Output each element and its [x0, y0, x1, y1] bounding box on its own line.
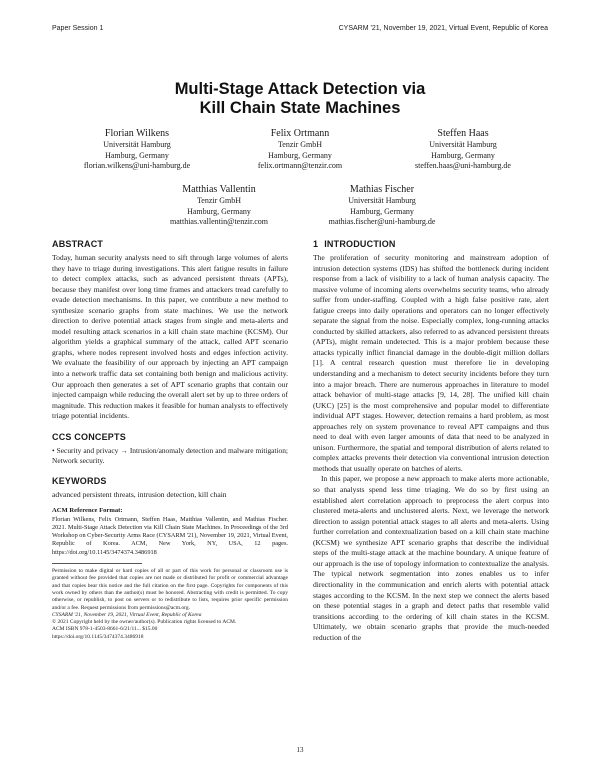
- author-email: mathias.fischer@uni-hamburg.de: [328, 217, 436, 227]
- permission-notice: Permission to make digital or hard copies of all or part of this work for personal or classroom use is granted without fee provided that copies are not made or distributed for profit or commercial advantage and that copies bear this notice and the full citation on the first page. Copyrights for components of this work owned by others than the author(s) must be honored. Abstracting with credit is permitted. To copy otherwise, or republish, to post on servers or to redistribute to lists, requires prior specific permission and/or a fee. Request permissions from permissions@acm.org.: [52, 568, 288, 611]
- title-line-2: Kill Chain State Machines: [199, 99, 401, 117]
- author-name: Steffen Haas: [437, 128, 489, 139]
- section-number: 1: [313, 239, 319, 249]
- author-name: Felix Ortmann: [270, 128, 330, 139]
- author-name: Florian Wilkens: [104, 128, 170, 139]
- left-column: [52, 238, 288, 641]
- author-location: Hamburg, Germany: [187, 206, 251, 216]
- author-affiliation: Universität Hamburg: [103, 140, 171, 149]
- copyright-venue: CYSARM '21, November 19, 2021, Virtual Event, Republic of Korea: [52, 611, 202, 618]
- author-email: steffen.haas@uni-hamburg.de: [415, 161, 511, 171]
- author-email: felix.ortmann@tenzir.com: [257, 161, 343, 171]
- author-name: Mathias Fischer: [349, 184, 415, 195]
- acm-reference-heading: ACM Reference Format:: [52, 507, 123, 515]
- author-location: Hamburg, Germany: [105, 150, 169, 160]
- acm-reference-text: Florian Wilkens, Felix Ortmann, Steffen Haas, Matthias Vallentin, and Mathias Fischer. 2021. Multi-Stage Attack Detection via Kill Chain State Machines. In Proceedings of the 3rd Workshop on Cyber-Security Arms Race (CYSARM '21), November 19, 2021, Virtual Event, Republic of Korea. ACM, New York, NY, USA, 12 pages. https://doi.org/10.1145/3474374.3486918: [52, 515, 288, 556]
- author-name: Matthias Vallentin: [182, 184, 256, 195]
- abstract-heading: ABSTRACT: [52, 239, 104, 249]
- footnote-divider: [52, 563, 142, 564]
- introduction-heading: [313, 238, 549, 250]
- author-block: [134, 183, 304, 228]
- page-number: 13: [296, 746, 304, 754]
- author-location: Hamburg, Germany: [431, 150, 495, 160]
- right-column: [313, 238, 549, 643]
- author-location: Hamburg, Germany: [268, 150, 332, 160]
- author-block: [297, 183, 467, 228]
- introduction-paragraph-2: In this paper, we propose a new approach to make alerts more actionable, so that analysts spend less time triaging. We do so by first using an established alert correlation approach to preprocess the alert corpus into clustered meta-alerts and unclustered alerts. Next, we leverage the network direction to assign potential attack stages to all alerts and meta-alerts. Using further correlation and contextualization based on a kill chain state machine (KCSM) we synthesize APT scenario graphs that describe the individual steps of the multi-stage attack at the machine boundary. A unique feature of our approach is the use of topology information to contextualize the analysis. The typical network segmentation into zones enables us to infer directionality in the communication and enrich alerts with potential attack stages according to the KCSM. In the next step we connect the alerts based on these potential stages in a graph and detect paths that resemble valid transitions according to the ordering of kill chain states in the KCSM. Ultimately, we obtain scenario graphs that provide the much-needed reduction of the: [313, 474, 549, 642]
- section-title: INTRODUCTION: [324, 239, 396, 249]
- author-block: [378, 127, 548, 172]
- ccs-text: • Security and privacy → Intrusion/anomaly detection and malware mitigation; Network security.: [52, 445, 288, 465]
- title-line-1: Multi-Stage Attack Detection via: [174, 80, 426, 98]
- keywords-text: advanced persistent threats, intrusion detection, kill chain: [52, 489, 227, 499]
- author-location: Hamburg, Germany: [350, 206, 414, 216]
- abstract-text: Today, human security analysts need to sift through large volumes of alerts they have to triage during investigations. This alert fatigue results in failure to detect complex attacks, such as advanced persistent threats (APTs), because they manifest over long time frames and attackers tread carefully to evade detection mechanisms. In this paper, we contribute a new method to synthesize scenario graphs from state machines. We use the network direction to derive potential attack stages from single and meta-alerts and model resulting attack scenarios in a kill chain state machine (KCSM). Our algorithm yields a graphical summary of the attack, called APT scenario graphs, where nodes represent involved hosts and edges infection activity. We evaluate the feasibility of our approach by injecting an APT campaign into a network traffic data set containing both benign and malicious activity. Our approach then generates a set of APT scenario graphs that contain our injected campaign while reducing the overall alert set by up to three orders of magnitude. This reduction makes it feasible for human analysts to effectively triage potential incidents.: [52, 253, 288, 421]
- running-header-left: Paper Session 1: [52, 25, 104, 32]
- ccs-heading: CCS CONCEPTS: [52, 431, 126, 442]
- author-email: florian.wilkens@uni-hamburg.de: [83, 161, 191, 171]
- copyright-rights: © 2021 Copyright held by the owner/author(s). Publication rights licensed to ACM.: [52, 619, 237, 626]
- copyright-doi: https://doi.org/10.1145/3474374.3486918: [52, 633, 144, 640]
- author-block: [215, 127, 385, 172]
- author-affiliation: Tenzir GmbH: [196, 196, 242, 205]
- author-email: matthias.vallentin@tenzir.com: [169, 217, 268, 227]
- author-affiliation: Universität Hamburg: [348, 196, 416, 205]
- author-affiliation: Universität Hamburg: [429, 140, 497, 149]
- running-header-right: CYSARM '21, November 19, 2021, Virtual Event, Republic of Korea: [338, 25, 548, 32]
- author-affiliation: Tenzir GmbH: [277, 140, 323, 149]
- keywords-heading: KEYWORDS: [52, 475, 107, 486]
- introduction-paragraph-1: The proliferation of security monitoring and mainstream adoption of intrusion detection systems (IDS) has shifted the bottleneck during incident response from a lack of visibility to a lack of human analysis capacity. The massive volume of incoming alerts overwhelms security teams, who already suffer from under-staffing. Coupled with a high false positive rate, alert fatigue creeps into daily operations and operators can no longer effectively separate the signal from the noise. Especially complex, long-running attacks conducted by skilled attackers, also referred to as advanced persistent threats (APTs), might remain undetected. This is a major problem because these attacks typically inflict financial damage in the double-digit million dollars [1]. A central research question must therefore lie in developing understanding and a mechanism to detect security incidents before they turn into a major breach. There are numerous approaches in literature to model attack behavior of multi-stage attacks [9, 14, 28]. The unified kill chain (UKC) [25] is the most comprehensive and popular model to differentiate individual APT stages. However, detection remains a hard problem, as most approaches rely on system provenance to reveal APT campaigns and thus need to deal with even larger amounts of data that need to be analyzed in unison. Furthermore, the spatial and temporal distribution of alerts related to complex attacks prevents their detection via conventional intrusion detection methods that usually operate on batches of alerts.: [313, 253, 549, 473]
- author-block: [52, 127, 222, 172]
- paper-title: [0, 80, 600, 118]
- copyright-isbn: ACM ISBN 978-1-4503-8661-6/21/11... $15.00: [52, 626, 158, 633]
